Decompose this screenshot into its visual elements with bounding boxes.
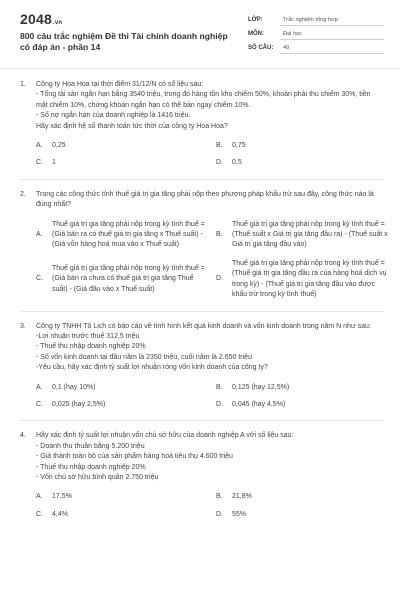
question-number: 1. (20, 81, 26, 88)
stem-line: - Vốn chủ sở hữu bình quân 2.750 triệu (36, 473, 159, 481)
option-label: A. (36, 383, 43, 391)
option-label: C. (36, 159, 43, 167)
question-divider (20, 311, 384, 312)
option-grid (36, 492, 384, 520)
option-label: D. (216, 159, 223, 167)
option-b[interactable] (216, 141, 390, 151)
meta-row-subject (248, 27, 384, 41)
option-label: B. (216, 493, 223, 501)
question-stem (36, 431, 384, 483)
option-b[interactable] (216, 383, 390, 393)
stem-line: Công ty Hoa Hoa tại thời điểm 31/12/N có số liệu sau: (36, 81, 204, 88)
stem-line: Hãy xác định hệ số thanh toán tức thời của công ty Hoa Hoa? (36, 122, 228, 130)
option-label: A. (36, 493, 43, 501)
meta-row-class (248, 13, 384, 27)
meta-info (248, 13, 384, 55)
question-number: 2. (20, 190, 26, 198)
logo-suffix: .vn (52, 20, 63, 26)
question-number: 3. (20, 322, 26, 330)
option-d[interactable] (216, 259, 390, 301)
stem-line: - Doanh thu thuần bằng 5.200 triệu (36, 442, 145, 450)
option-label: C. (36, 510, 43, 518)
option-text: 17,5% (52, 493, 72, 501)
stem-line: Công ty TNHH Tô Lịch có báo cáo về tình hình kết quả kinh doanh và vốn kinh doanh trong năm N như sau: (36, 322, 371, 330)
option-d[interactable] (216, 158, 390, 168)
question-1 (20, 80, 384, 169)
question-number: 4. (20, 432, 26, 440)
option-text: 55% (232, 510, 247, 518)
option-a[interactable] (36, 492, 210, 502)
option-c[interactable] (36, 158, 210, 168)
stem-line: - Giá thành toàn bộ của sản phẩm hàng hoá tiêu thụ 4.600 triệu (36, 453, 233, 461)
option-text: 1 (52, 159, 56, 167)
option-label: D. (216, 400, 223, 408)
meta-label: LỚP: (248, 17, 263, 23)
document-title: 800 câu trắc nghiệm Đề thi Tài chính doanh nghiệp có đáp án - phần 14 (20, 31, 228, 52)
stem-line: Hãy xác định tỷ suất lợi nhuận vốn chủ sở hữu của doanh nghiệp A với số liệu sau: (36, 432, 294, 440)
option-grid (36, 220, 388, 301)
question-stem (36, 322, 384, 374)
option-label: C. (36, 400, 43, 408)
option-c[interactable] (36, 400, 210, 410)
meta-label: SỐ CÂU: (248, 45, 274, 51)
question-stem (36, 80, 384, 132)
option-label: B. (216, 142, 223, 150)
option-text: 0,5 (232, 159, 242, 167)
option-label: A. (36, 142, 43, 150)
option-text: Thuế giá trị gia tăng phải nộp trong kỳ tính thuế = (Giá bán ra chưa có thuế giá trị gia tăng Thuế suất) - (Giá đầu vào x Thuế suất) (52, 265, 205, 293)
option-text: Thuế giá trị gia tăng phải nộp trong kỳ tính thuế = (Thuế suất x Giá trị gia tăng đầu ra) - (Thuế suất x Giá trị gia tăng đầu vào) (232, 220, 388, 249)
header-divider (0, 68, 400, 69)
option-d[interactable] (216, 510, 390, 520)
stem-line: - Số nợ ngắn hạn của doanh nghiệp là 1416 triệu. (36, 112, 191, 120)
option-label: D. (216, 275, 223, 283)
meta-row-count (248, 41, 384, 55)
option-text: Thuế giá trị gia tăng phải nộp trong kỳ tính thuế =(Thuế giá trị gia tăng đầu ra của hàng hoá dịch vụ trong kỳ) - (Thuế giá trị gia tăng đầu vào được khấu trừ trong kỳ tính thuế) (232, 259, 387, 299)
option-text: Thuế giá trị gia tăng phải nộp trong kỳ tính thuế = (Giá bán ra có thuế giá trị gia tăng x Thuế suất) - (Giá vốn hàng hoá mua vào x Thuế suất) (52, 220, 205, 249)
stem-line: -Yêu cầu, hãy xác định tỷ suất lợi nhuận ròng vốn kinh doanh của công ty? (36, 364, 268, 372)
option-b[interactable] (216, 492, 390, 502)
meta-value: Trắc nghiệm tổng hợp (280, 14, 384, 26)
logo-main: 2048 (20, 11, 52, 27)
option-label: D. (216, 510, 223, 518)
option-text: 21,8% (232, 493, 252, 501)
option-grid (36, 141, 384, 169)
meta-value: 40 (280, 42, 384, 54)
option-text: 4,4% (52, 510, 68, 518)
option-text: 0,25 (52, 142, 66, 150)
question-divider (20, 420, 384, 421)
option-label: A. (36, 231, 43, 239)
question-stem (36, 190, 384, 211)
option-c[interactable] (36, 259, 210, 301)
option-b[interactable] (216, 220, 390, 251)
stem-line: - Thuế thu nhập doanh nghiệp 20% (36, 463, 146, 471)
question-divider (20, 179, 384, 180)
stem-line: - Số vốn kinh doanh tại đầu năm là 2350 triệu, cuối năm là 2.650 triệu (36, 353, 252, 361)
stem-line: - Tổng tài sản ngắn hạn bằng 3540 triệu, trong đó hàng tồn kho chiếm 50%, khoản phải thu chiếm 30%, tiền mặt chiếm 10%, chứng khoán ngắn hạn có thể bán ngay chiếm 10%. (36, 91, 371, 109)
question-2 (20, 190, 388, 301)
option-text: 0,75 (232, 142, 246, 150)
question-3 (20, 322, 384, 411)
option-a[interactable] (36, 383, 210, 393)
option-grid (36, 383, 384, 411)
option-text: 0,125 (hay 12,5%) (232, 383, 290, 391)
option-text: 0,1 (hay 10%) (52, 383, 96, 391)
question-4 (20, 431, 384, 520)
option-d[interactable] (216, 400, 390, 410)
site-logo[interactable] (20, 11, 62, 27)
option-label: B. (216, 383, 223, 391)
option-text: 0,025 (hay 2,5%) (52, 400, 106, 408)
meta-label: MÔN: (248, 31, 264, 37)
option-text: 0,045 (hay 4,5%) (232, 400, 286, 408)
option-label: C. (36, 275, 43, 283)
option-c[interactable] (36, 510, 210, 520)
meta-value: Đại học (280, 28, 384, 40)
question-list (20, 80, 388, 520)
stem-line: - Thuế thu nhập doanh nghiệp 20% (36, 343, 146, 351)
option-a[interactable] (36, 141, 210, 151)
page-header (0, 0, 400, 68)
stem-line: Trong các công thức tính thuế giá trị gia tăng phải nộp theo phương pháp khấu trừ sau đây, công thức nào là đúng nhất? (36, 190, 374, 209)
stem-line: -Lợi nhuận trước thuế 312,5 triệu (36, 332, 140, 340)
option-a[interactable] (36, 220, 210, 251)
option-label: B. (216, 231, 223, 239)
